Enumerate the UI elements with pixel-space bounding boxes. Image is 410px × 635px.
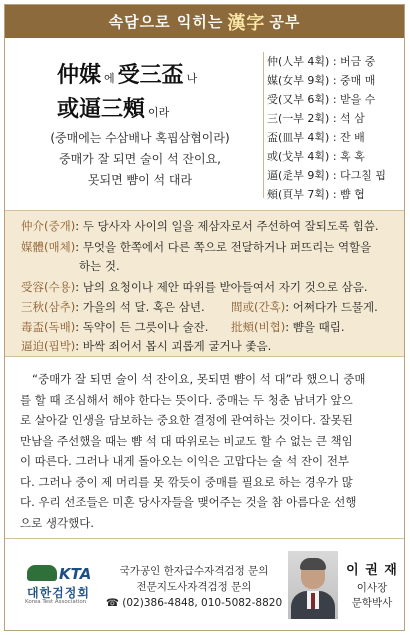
author-name: 이 권 재 [346,563,398,578]
vertical-divider [263,52,264,198]
contact-info [103,563,285,611]
vocab-definition: : 어쩌다가 드물게. [285,300,378,314]
vocab-term: 媒體(매체) [21,240,76,254]
character-entry: 逼(辵부 9획) : 다그칠 핍 [267,169,387,182]
footer [5,538,404,631]
character-entry: 或(戈부 4획) : 혹 혹 [267,150,365,163]
vocab-term: 三秋(삼추) [21,300,76,314]
body-line: 으로 생각했다. [20,515,94,530]
character-entry: 仲(人부 4획) : 버금 중 [267,55,376,68]
idiom-reading [25,128,255,191]
character-entry: 盃(皿부 4획) : 잔 배 [267,131,365,144]
logo-subtitle: Korea Test Association [25,599,87,605]
vocabulary-box [5,210,404,357]
body-line: 로 살아갈 인생을 담보하는 중요한 결정에 관여하는 것이다. 잘못된 [20,413,353,427]
contact-line: 전문지도사자격검정 문의 [136,581,252,593]
idiom-pronunciation: (중매에는 수삼배나 혹핍삼협이라) [50,131,230,145]
idiom-particle: 에 [104,72,115,85]
body-line: 다. 그러나 중이 제 머리를 못 깎듯이 중매를 필요로 하는 경우가 많 [20,474,353,489]
character-list [267,52,401,204]
idiom-meaning-line-1: 중매가 잘 되면 술이 석 잔이요, [59,152,221,166]
vocab-term: 逼迫(핍박) [21,339,76,353]
vocab-entry [21,337,271,356]
body-line: 만남을 주선했을 때는 뺨 석 대 따위로는 비교도 할 수 없는 큰 책임 [20,433,353,448]
article-frame [4,4,405,631]
body-line: 를 할 때 조심해서 해야 한다는 뜻이다. 중매는 두 청춘 남녀가 앞으 [20,392,353,407]
body-line: “중매가 잘 되면 술이 석 잔이요, 못되면 뺨이 석 대”라 했으니 중매 [32,372,366,386]
vocab-term: 受容(수용) [21,280,76,294]
vocab-entry [21,238,371,257]
vocab-entry [231,318,344,337]
vocab-definition: : 무엇을 한쪽에서 다른 쪽으로 전달하거나 퍼뜨리는 역할을 [75,240,372,254]
character-entry: 受(又부 6획) : 받을 수 [267,93,376,106]
kta-logo [23,565,97,609]
idiom-particle: 이라 [148,106,170,119]
body-line: 이 따른다. 그러나 내게 돌아오는 이익은 고맙다는 술 석 잔이 전부 [20,454,350,468]
vocab-definition: : 뺨을 때림. [285,320,345,334]
author-degree: 문학박사 [351,597,393,609]
author-photo [288,551,338,619]
header-text-post: 공부 [269,13,301,31]
contact-line: 국가공인 한자급수자격검정 문의 [119,565,269,577]
vocab-entry [21,318,208,337]
author-info [342,559,402,611]
vocab-entry [21,278,367,297]
author-title: 이사장 [356,582,388,594]
character-entry: 媒(女부 9획) : 중매 매 [267,74,376,87]
vocab-definition: : 가을의 석 달. 혹은 삼년. [75,300,205,314]
vocab-definition: : 바싹 죄어서 몹시 괴롭게 굴거나 좇음. [75,339,272,353]
vocab-definition: : 남의 요청이나 제안 따위를 받아들여서 자기 것으로 삼음. [75,280,368,294]
idiom-line-2 [57,92,172,123]
vocab-entry [231,298,378,317]
vocab-definition: : 두 당사자 사이의 일을 제삼자로서 주선하여 잘되도록 힘씀. [75,219,379,233]
vocab-definition: 하는 것. [79,259,120,273]
vocab-term: 批頰(비협) [231,320,286,334]
idiom-hanja: 或逼三頰 [57,96,146,122]
logo-abbreviation: KTA [59,565,92,583]
character-entry: 頰(頁부 7획) : 뺨 협 [267,188,365,201]
body-line: 다. 우리 선조들은 미혼 당사자들을 맺어주는 것을 참 아름다운 선행 [20,495,357,509]
vocab-entry [21,217,379,236]
header-hanja: 漢字 [227,12,266,34]
vocab-definition: : 독약이 든 그릇이나 술잔. [75,320,209,334]
idiom-section [5,38,404,210]
contact-phone: ☎ (02)386-4848, 010-5082-8820 [105,597,283,609]
idiom-meaning-line-2: 못되면 뺨이 석 대라 [87,173,193,187]
article-body [20,369,390,533]
vocab-term: 仲介(중개) [21,219,76,233]
column-header [5,5,404,38]
logo-name: 대한검정회 [27,586,90,600]
vocab-term: 毒盃(독배) [21,320,76,334]
vocab-term: 間或(간혹) [231,300,286,314]
kta-logo-mark-icon [27,565,57,581]
character-entry: 三(一부 2획) : 석 삼 [267,112,365,125]
idiom-hanja: 仲媒 [57,62,102,88]
vocab-entry [79,257,120,276]
vocab-entry [21,298,205,317]
idiom-hanja: 受三盃 [117,62,184,88]
header-text-pre: 속담으로 익히는 [108,13,224,31]
idiom-line-1 [57,58,200,89]
idiom-particle: 나 [186,72,198,85]
